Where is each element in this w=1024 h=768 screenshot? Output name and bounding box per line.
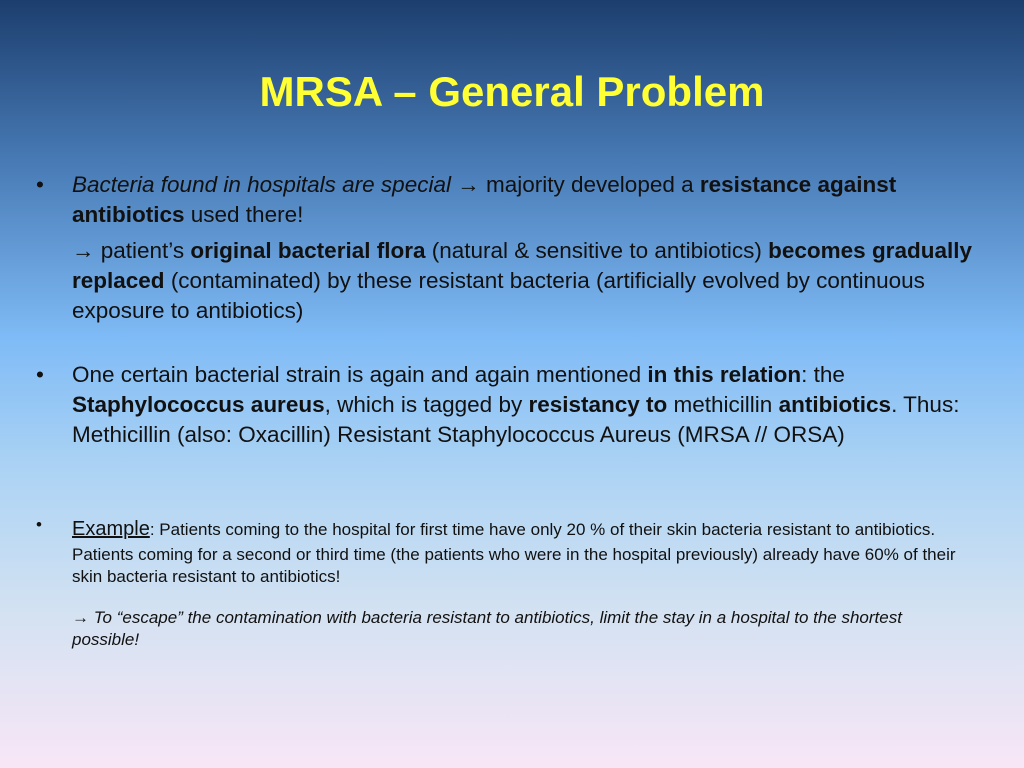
right-arrow-icon: → <box>72 608 89 627</box>
right-arrow-icon: → <box>72 238 95 263</box>
bullet-subparagraph <box>72 236 972 326</box>
bullet-item <box>36 170 972 326</box>
bold-text: original bacterial flora <box>190 238 426 263</box>
italic-text: Bacteria found in hospitals are special <box>72 172 451 197</box>
text-span: Patients coming to the hospital for first time have only 20 % of their skin bacteria resistant to antibiotics. Patients coming for a second or third time (the patients who were in the hospital previously) already have 60% of their skin bacteria resistant to antibiotics! <box>72 520 956 586</box>
bullet-note <box>72 607 972 650</box>
bold-text: resistance against antibiotics <box>72 172 897 227</box>
bold-text: becomes gradually replaced <box>72 238 972 293</box>
right-arrow-icon: → <box>457 172 480 197</box>
text-span: : the <box>801 362 845 387</box>
underlined-label: Example <box>72 518 150 540</box>
text-span: , which is tagged by <box>324 392 529 417</box>
text-span: To “escape” the contamination with bacteria resistant to antibiotics, limit the stay in a hospital to the shortest possible! <box>72 608 902 649</box>
bullet-item <box>36 360 972 450</box>
text-span: methicillin <box>667 392 779 417</box>
text-span: : <box>149 520 155 539</box>
bullet-item <box>36 514 972 650</box>
bold-text: antibiotics <box>778 392 892 417</box>
text-span: (natural & sensitive to antibiotics) <box>425 238 769 263</box>
text-span: . Thus: Methicillin (also: Oxacillin) Resistant Staphylococcus Aureus (MRSA // ORSA) <box>72 392 960 447</box>
text-span: patient’s <box>94 238 191 263</box>
slide-content <box>36 170 972 650</box>
bold-text: resistancy to <box>528 392 668 417</box>
text-span: majority developed a <box>479 172 700 197</box>
slide-title: MRSA – General Problem <box>259 68 765 115</box>
text-span: One certain bacterial strain is again and again mentioned <box>72 362 648 387</box>
bold-text: Staphylococcus aureus <box>72 392 325 417</box>
bold-text: in this relation <box>647 362 802 387</box>
bullet-paragraph <box>72 170 972 230</box>
text-span: used there! <box>184 202 304 227</box>
text-span: (contaminated) by these resistant bacteria (artificially evolved by continuous exposure to antibiotics) <box>72 268 925 323</box>
